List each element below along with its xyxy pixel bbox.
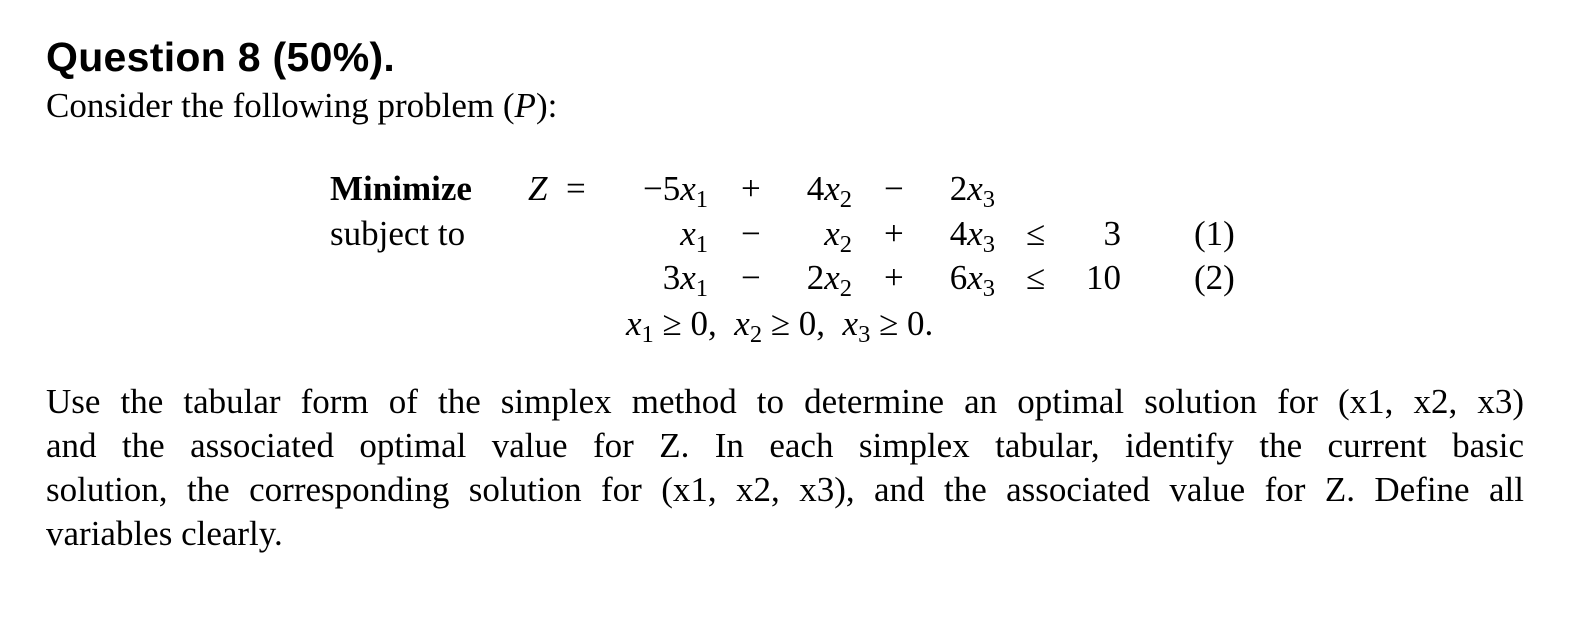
constraint-1-term-x1: $x_1$	[680, 214, 708, 258]
question-heading: Question 8 (50%).	[46, 34, 396, 80]
instructions-line-3: solution, the corresponding solution for (x1, x2, x3), and the associated value for Z. Define all	[46, 470, 1524, 509]
objective-term-x3: $2x_3$	[949, 169, 995, 213]
constraint-1-term-x2: $x_2$	[824, 214, 852, 258]
objective-var: Z	[528, 169, 548, 208]
constraint-label: subject to	[330, 214, 466, 253]
objective-op-2: −	[884, 169, 904, 208]
instructions-line-4: variables clearly.	[46, 514, 283, 553]
nonnegativity-constraints	[626, 304, 934, 348]
intro-problem-var: P	[514, 86, 536, 125]
objective-term-x2: $4x_2$	[806, 169, 852, 213]
constraint-2-term-x1: $3x_1$	[662, 258, 708, 302]
constraint-2-term-x3: $6x_3$	[949, 258, 995, 302]
constraint-1-term-x3: $4x_3$	[949, 214, 995, 258]
constraint-2-term-x2: $2x_2$	[806, 258, 852, 302]
objective-label: Minimize	[330, 169, 472, 208]
objective-op-1: +	[741, 169, 761, 208]
instructions-paragraph	[46, 380, 1524, 556]
nonneg-x3: $x_3 \ge 0$.	[842, 304, 934, 348]
constraint-2-op-1: −	[741, 258, 761, 297]
constraint-1-relation: ≤	[1026, 214, 1046, 253]
constraint-1-tag: (1)	[1194, 214, 1235, 253]
problem-intro	[46, 86, 557, 126]
constraint-2-rhs: 10	[1086, 258, 1121, 297]
intro-prefix: Consider the following problem (	[46, 86, 515, 125]
intro-suffix: ):	[535, 86, 558, 125]
constraint-1-op-1: −	[741, 214, 761, 253]
constraint-1-rhs: 3	[1103, 214, 1121, 253]
nonneg-x1: $x_1 \ge 0$,	[626, 304, 717, 348]
constraint-1-op-2: +	[884, 214, 904, 253]
nonneg-x2: $x_2 \ge 0$,	[734, 304, 826, 348]
constraint-2-op-2: +	[884, 258, 904, 297]
instructions-line-2: and the associated optimal value for Z. In each simplex tabular, identify the current basic	[46, 426, 1524, 465]
objective-term-x1: $-5x_1$	[642, 169, 708, 213]
constraint-2-relation: ≤	[1026, 258, 1046, 297]
constraint-2-tag: (2)	[1194, 258, 1235, 297]
objective-equals: =	[566, 169, 586, 208]
instructions-line-1: Use the tabular form of the simplex method to determine an optimal solution for (x1, x2, x3)	[46, 382, 1524, 421]
